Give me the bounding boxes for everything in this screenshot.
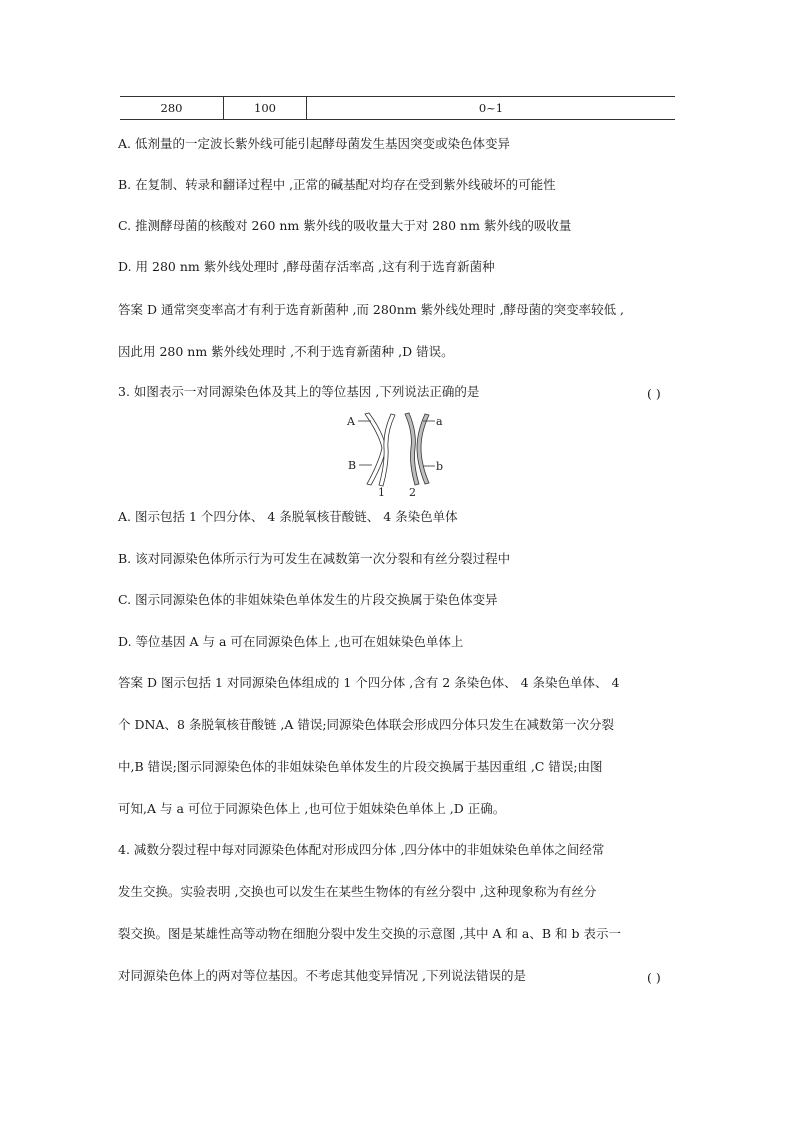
q3-answer-line-3: 中,B 错误;图示同源染色体的非姐妹染色单体发生的片段交换属于基因重组 ,C 错误;由图 <box>118 759 603 774</box>
q4-stem-line-1: 4. 减数分裂过程中每对同源染色体配对形成四分体 ,四分体中的非姐妹染色单体之间经常 <box>118 842 605 857</box>
q4-answer-bracket: ( ) <box>647 970 661 985</box>
q2-option-b: B. 在复制、转录和翻译过程中 ,正常的碱基配对均存在受到紫外线破坏的可能性 <box>118 177 556 192</box>
q3-answer-line-2: 个 DNA、8 条脱氧核苷酸链 ,A 错误;同源染色体联会形成四分体只发生在减数第一次分裂 <box>118 717 615 732</box>
q3-stem: 3. 如图表示一对同源染色体及其上的等位基因 ,下列说法正确的是 <box>118 384 480 399</box>
data-table <box>120 96 675 120</box>
q2-answer-line-2: 因此用 280 nm 紫外线处理时 ,不利于选育新菌种 ,D 错误。 <box>118 344 454 359</box>
table-cell-dose: 100 <box>224 97 307 120</box>
chromosome-label-1: 1 <box>378 486 385 498</box>
gene-label-A: A <box>347 415 355 428</box>
chromosome-label-2: 2 <box>409 486 416 498</box>
chromosome-1 <box>365 413 395 486</box>
q3-option-d: D. 等位基因 A 与 a 可在同源染色体上 ,也可在姐妹染色单体上 <box>118 634 464 649</box>
q2-option-d: D. 用 280 nm 紫外线处理时 ,酵母菌存活率高 ,这有利于选育新菌种 <box>118 259 495 274</box>
gene-label-b: b <box>436 460 444 473</box>
q2-option-c: C. 推测酵母菌的核酸对 260 nm 紫外线的吸收量大于对 280 nm 紫外线的吸收量 <box>118 218 572 233</box>
chromosome-2 <box>405 413 429 485</box>
q4-stem-line-4: 对同源染色体上的两对等位基因。不考虑其他变异情况 ,下列说法错误的是 <box>118 968 526 983</box>
gene-label-a: a <box>436 415 443 428</box>
q3-answer-bracket: ( ) <box>647 386 661 401</box>
q2-option-a: A. 低剂量的一定波长紫外线可能引起酵母菌发生基因突变或染色体变异 <box>118 136 510 151</box>
q2-answer-line-1: 答案 D 通常突变率高才有利于选育新菌种 ,而 280nm 紫外线处理时 ,酵母菌的突变率较低 , <box>118 302 625 317</box>
q3-option-c: C. 图示同源染色体的非姐妹染色单体发生的片段交换属于染色体变异 <box>118 592 498 607</box>
table-row <box>120 97 675 120</box>
q4-stem-line-2: 发生交换。实验表明 ,交换也可以发生在某些生物体的有丝分裂中 ,这种现象称为有丝分 <box>118 884 597 899</box>
q3-answer-line-1: 答案 D 图示包括 1 对同源染色体组成的 1 个四分体 ,含有 2 条染色体、 4 条染色单体、 4 <box>118 675 620 690</box>
gene-label-B: B <box>348 459 357 472</box>
q3-option-b: B. 该对同源染色体所示行为可发生在减数第一次分裂和有丝分裂过程中 <box>118 551 511 566</box>
q3-answer-line-4: 可知,A 与 a 可位于同源染色体上 ,也可位于姐妹染色单体上 ,D 正确。 <box>118 801 506 816</box>
q4-stem-line-3: 裂交换。图是某雄性高等动物在细胞分裂中发生交换的示意图 ,其中 A 和 a、B 和 b 表示一 <box>118 926 621 941</box>
table-cell-mutation-rate: 0~1 <box>307 97 676 120</box>
chromosome-figure <box>345 408 445 498</box>
q3-option-a: A. 图示包括 1 个四分体、 4 条脱氧核苷酸链、 4 条染色单体 <box>118 509 458 524</box>
table-cell-wavelength: 280 <box>120 97 224 120</box>
